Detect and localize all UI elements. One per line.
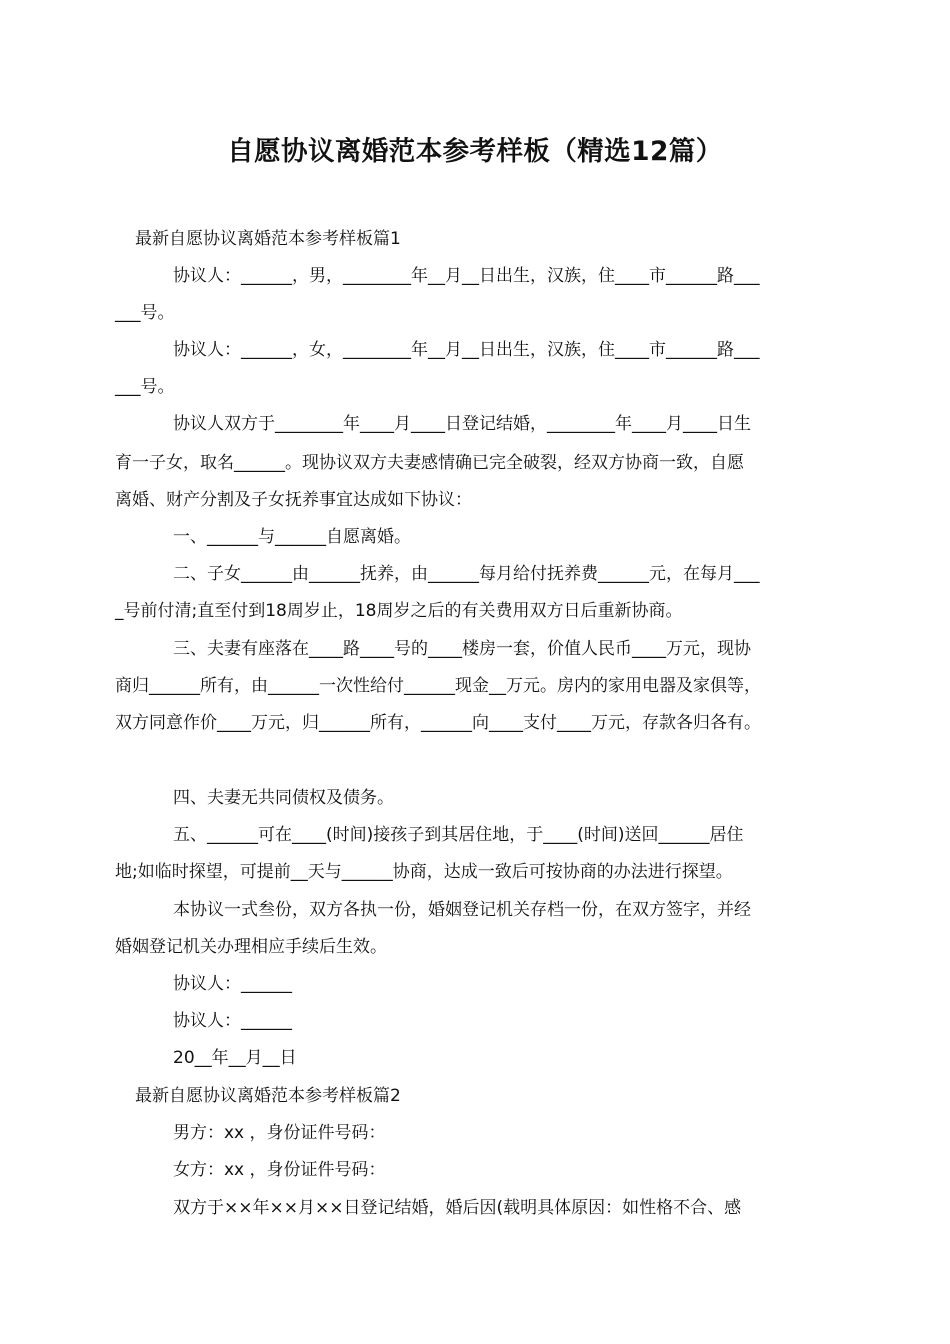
- section1-heading: 最新自愿协议离婚范本参考样板篇1: [135, 229, 401, 249]
- section2-intro-line1: 双方于××年××月××日登记结婚，婚后因(载明具体原因：如性格不合、感: [173, 1198, 742, 1218]
- section2-heading: 最新自愿协议离婚范本参考样板篇2: [135, 1086, 401, 1106]
- signature-line-1: 协议人：______: [173, 974, 292, 994]
- party2-line1: 协议人：______，女，________年__月__日出生，汉族，住____市______路___: [173, 340, 760, 360]
- signature-line-2: 协议人：______: [173, 1011, 292, 1031]
- intro-line3: 离婚、财产分割及子女抚养事宜达成如下协议：: [115, 490, 472, 510]
- item3-line3: 双方同意作价____万元，归______所有，______向____支付____万元，存款各归各有。: [115, 713, 761, 733]
- item4: 四、夫妻无共同债权及债务。: [173, 788, 394, 808]
- closing-line2: 婚姻登记机关办理相应手续后生效。: [115, 937, 387, 957]
- item2-line1: 二、子女______由______抚养，由______每月给付抚养费______元，在每月___: [173, 564, 760, 584]
- item3-line2: 商归______所有，由______一次性给付______现金__万元。房内的家用电器及家俱等，: [115, 676, 761, 696]
- intro-line2: 育一子女，取名______。现协议双方夫妻感情确已完全破裂，经双方协商一致，自愿: [115, 453, 744, 473]
- item1: 一、______与______自愿离婚。: [173, 527, 411, 547]
- item2-line2: _号前付清;直至付到18周岁止，18周岁之后的有关费用双方日后重新协商。: [115, 601, 683, 621]
- document-title: 自愿协议离婚范本参考样板（精选12篇）: [227, 136, 723, 167]
- date-line: 20__年__月__日: [173, 1048, 297, 1068]
- closing-line1: 本协议一式叁份，双方各执一份，婚姻登记机关存档一份，在双方签字，并经: [173, 900, 751, 920]
- item5-line1: 五、______可在____(时间)接孩子到其居住地，于____(时间)送回______居住: [173, 825, 744, 845]
- item5-line2: 地;如临时探望，可提前__天与______协商，达成一致后可按协商的办法进行探望。: [115, 862, 733, 882]
- item3-line1: 三、夫妻有座落在____路____号的____楼房一套，价值人民币____万元，现协: [173, 639, 751, 659]
- party1-line2: ___号。: [115, 303, 175, 323]
- intro-line1: 协议人双方于________年____月____日登记结婚，________年____月____日生: [173, 414, 751, 434]
- male-party-line: 男方：xx ，身份证件号码：: [173, 1123, 386, 1143]
- party2-line2: ___号。: [115, 377, 175, 397]
- party1-line1: 协议人：______，男，________年__月__日出生，汉族，住____市______路___: [173, 266, 760, 286]
- female-party-line: 女方：xx ，身份证件号码：: [173, 1160, 386, 1180]
